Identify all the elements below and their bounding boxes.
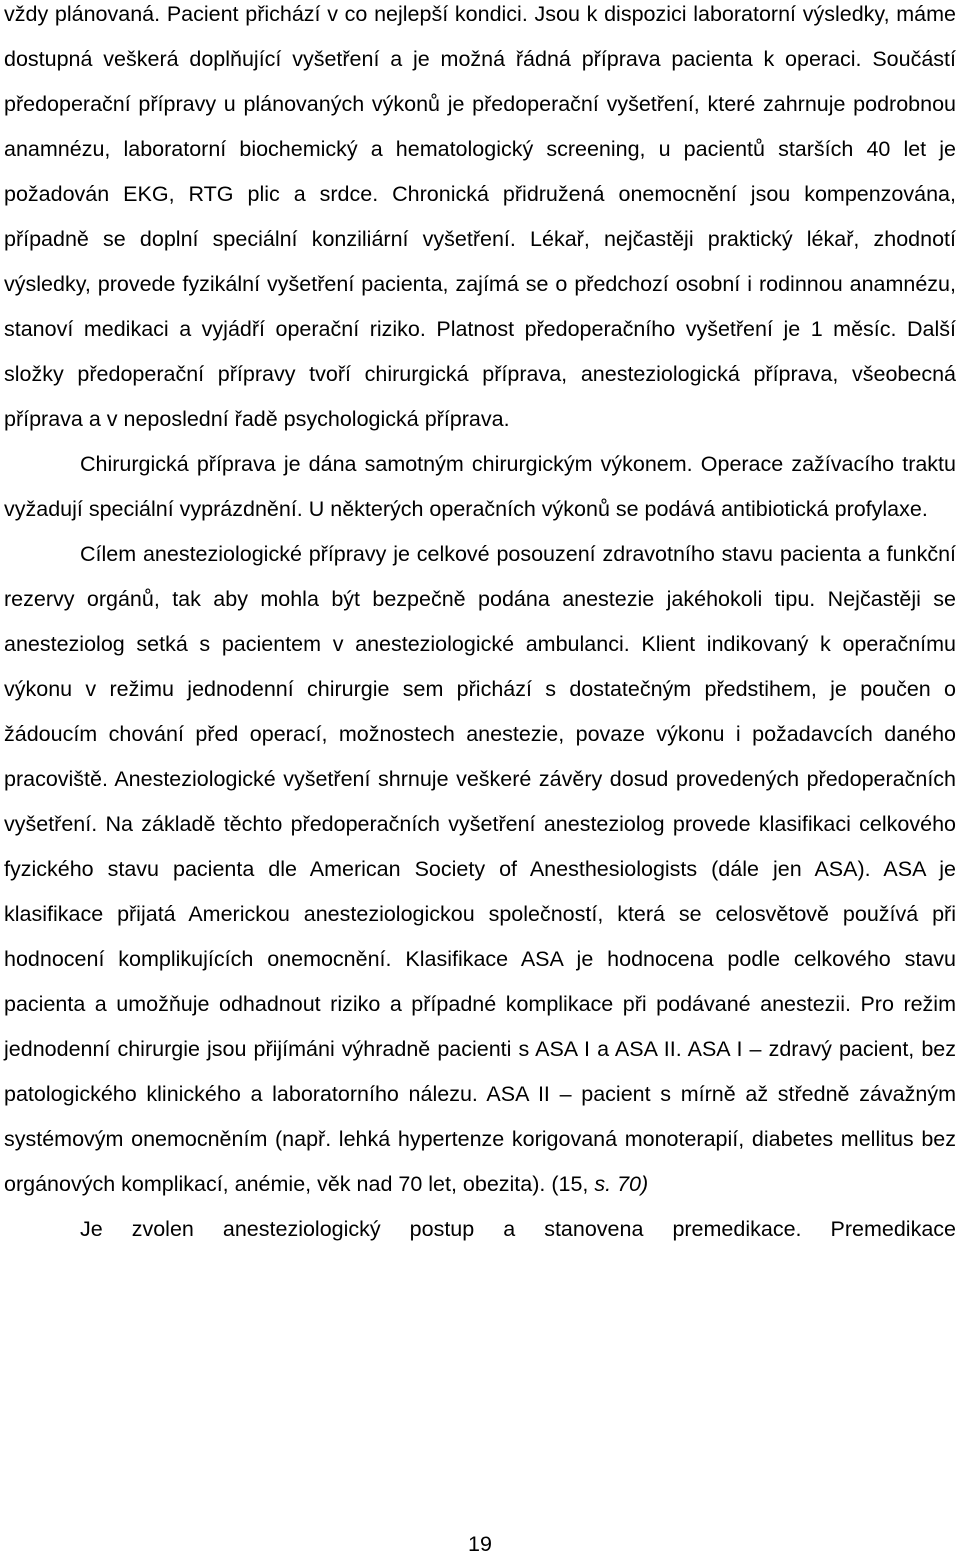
paragraph: Chirurgická příprava je dána samotným chirurgickým výkonem. Operace zažívacího traktu vyžadují speciální vyprázdnění. U některých operačních výkonů se podává antibiotická profylaxe. — [4, 452, 956, 521]
paragraph: vždy plánovaná. Pacient přichází v co nejlepší kondici. Jsou k dispozici laboratorní výsledky, máme dostupná veškerá doplňující vyšetření a je možná řádná příprava pacienta k operaci. Součástí předoperační přípravy u plánovaných výkonů je předoperační vyšetření, které zahrnuje podrobnou anamnézu, laboratorní biochemický a hematologický screening, u pacientů starších 40 let je požadován EKG, RTG plic a srdce. Chronická přidružená onemocnění jsou kompenzována, případně se doplní speciální konziliární vyšetření. Lékař, nejčastěji praktický lékař, zhodnotí výsledky, provede fyzikální vyšetření pacienta, zajímá se o předchozí osobní i rodinnou anamnézu, stanoví medikaci a vyjádří operační riziko. Platnost předoperačního vyšetření je 1 měsíc. Další složky předoperační přípravy tvoří chirurgická příprava, anesteziologická příprava, všeobecná příprava a v neposlední řadě psychologická příprava. — [4, 2, 956, 431]
paragraph — [4, 532, 956, 1207]
paragraph-text: Cílem anesteziologické přípravy je celkové posouzení zdravotního stavu pacienta a funkční rezervy orgánů, tak aby mohla být bezpečně podána anestezie jakéhokoli tipu. Nejčastěji se anesteziolog setká s pacientem v anesteziologické ambulanci. Klient indikovaný k operačnímu výkonu v režimu jednodenní chirurgie sem přichází s dostatečným předstihem, je poučen o žádoucím chování před operací, možnostech anestezie, povaze výkonu i požadavcích daného pracoviště. Anesteziologické vyšetření shrnuje veškeré závěry dosud provedených předoperačních vyšetření. Na základě těchto předoperačních vyšetření anesteziolog provede klasifikaci celkového fyzického stavu pacienta dle American Society of Anesthesiologists (dále jen ASA). ASA je klasifikace přijatá Americkou anesteziologickou společností, která se celosvětově používá při hodnocení komplikujících onemocnění. Klasifikace ASA je hodnocena podle celkového stavu pacienta a umožňuje odhadnout riziko a případné komplikace při podávané anestezii. Pro režim jednodenní chirurgie jsou přijímáni výhradně pacienti s ASA I a ASA II. ASA I – zdravý pacient, bez patologického klinického a laboratorního nálezu. ASA II – pacient s mírně až středně závažným systémovým onemocněním (např. lehká hypertenze korigovaná monoterapií, diabetes mellitus bez orgánových komplikací, anémie, věk nad 70 let, obezita). (15, — [4, 542, 956, 1196]
body-text — [4, 0, 956, 1252]
page-number: 19 — [468, 1532, 492, 1556]
citation: s. 70) — [588, 1172, 649, 1196]
paragraph: Je zvolen anesteziologický postup a stanovena premedikace. Premedikace — [80, 1217, 956, 1241]
